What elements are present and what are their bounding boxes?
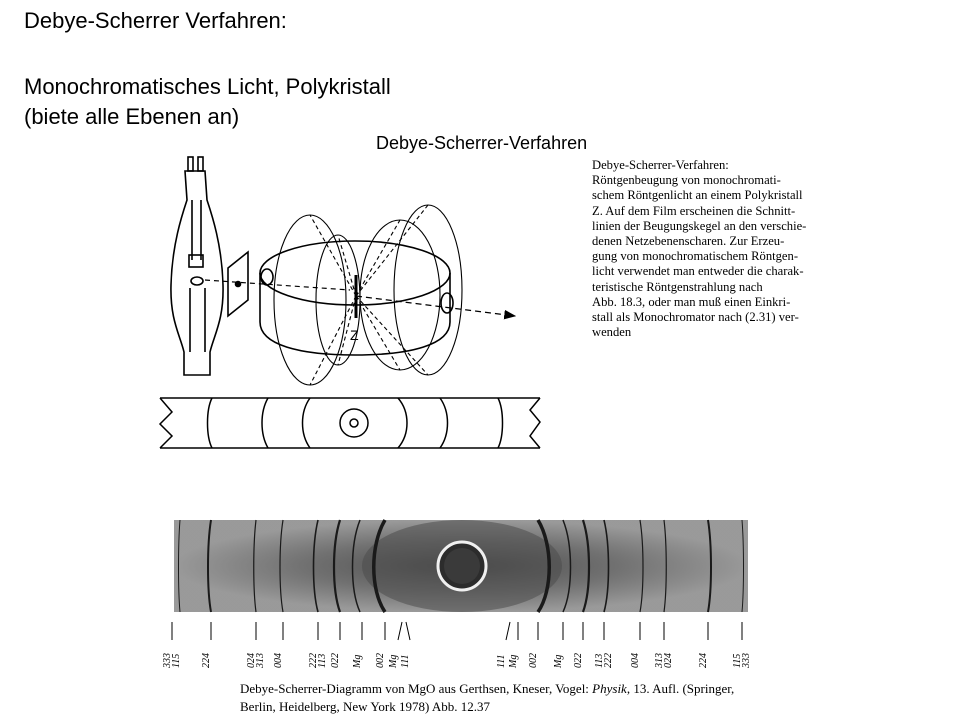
peak-index-label: 004 — [273, 653, 284, 668]
slide-title: Debye-Scherrer Verfahren: — [24, 8, 287, 33]
tube-filament — [192, 200, 201, 260]
slide-line-1: Monochromatisches Licht, Polykristall — [24, 74, 391, 99]
peak-index-label: 224 — [201, 653, 212, 668]
peak-index-label: 313 — [654, 653, 665, 668]
caption-line: denen Netzebenenscharen. Zur Erzeu- — [592, 234, 785, 249]
strip-line — [398, 398, 407, 448]
strip-line — [208, 398, 213, 448]
sample-label: Z — [350, 327, 359, 343]
diagram-caption — [240, 680, 880, 716]
exit-hole — [441, 293, 453, 313]
caption-line: stall als Monochromator nach (2.31) ver- — [592, 310, 799, 325]
film-strip-schematic — [160, 398, 540, 448]
peak-index-label: 024 — [246, 653, 257, 668]
caption-line: Z. Auf dem Film erscheinen die Schnitt- — [592, 203, 796, 218]
peak-index-label: 002 — [375, 653, 386, 668]
caption-line: linien der Beugungskegel an den verschie- — [592, 218, 807, 233]
cone-line — [356, 205, 428, 296]
peak-index-label: Mg — [352, 654, 363, 668]
tube-envelope — [171, 171, 223, 375]
peak-index-label: 111 — [400, 654, 411, 668]
peak-index-label: 115 — [171, 653, 182, 668]
cone-ring-left-inner — [316, 235, 360, 365]
peak-tick — [398, 622, 402, 640]
strip-center-ring — [340, 409, 368, 437]
peak-index-label: Mg — [553, 654, 564, 668]
photo-center-inner — [444, 548, 480, 584]
incident-beam — [205, 280, 350, 290]
strip-line — [303, 398, 311, 448]
slide-line-2: (biete alle Ebenen an) — [24, 104, 240, 129]
caption-line: Debye-Scherrer-Verfahren: — [592, 158, 729, 172]
tube-pin-right — [198, 157, 203, 171]
strip-center-hole — [350, 419, 358, 427]
strip-line — [440, 398, 448, 448]
peak-index-label: 222 — [308, 653, 319, 668]
peak-index-label: 022 — [573, 653, 584, 668]
strip-line — [498, 398, 503, 448]
peak-index-label: 022 — [330, 653, 341, 668]
diagram-caption-line-1 — [240, 680, 880, 698]
strip-line — [262, 398, 268, 448]
caption-line: teristische Röntgenstrahlung nach — [592, 279, 763, 294]
tube-pin-left — [188, 157, 193, 171]
peak-markers — [172, 622, 742, 640]
peak-tick — [506, 622, 510, 640]
peak-index-label: 313 — [255, 653, 266, 668]
caption-line: gung von monochromatischem Röntgen- — [592, 249, 799, 264]
diagram-caption-line-2: Berlin, Heidelberg, New York 1978) Abb. 12.37 — [240, 699, 490, 714]
caption-source-b: , 13. Aufl. (Springer, — [626, 681, 735, 696]
strip-torn-right — [530, 398, 540, 448]
tube-anode — [190, 288, 205, 352]
cone-line — [356, 296, 400, 370]
sample — [350, 275, 359, 343]
caption-line: wenden — [592, 325, 632, 340]
collimator — [228, 252, 248, 316]
mgo-diffraction-photo — [174, 520, 748, 612]
peak-index-label: 113 — [594, 653, 605, 668]
peak-index-label: Mg — [388, 654, 399, 668]
transmitted-beam — [356, 296, 515, 316]
caption-line: licht verwendet man entweder die charak- — [592, 264, 804, 279]
xray-tube — [171, 157, 223, 375]
peak-index-label: 002 — [528, 653, 539, 668]
peak-index-label: 333 — [741, 653, 752, 668]
peak-index-label: Mg — [508, 654, 519, 668]
peak-index-label: 113 — [317, 653, 328, 668]
entrance-hole — [261, 269, 273, 285]
peak-index-label: 024 — [663, 653, 674, 668]
diffraction-cones — [274, 205, 462, 385]
peak-index-label: 333 — [162, 653, 173, 668]
cone-ring-left-outer — [274, 215, 346, 385]
figure-title: Debye-Scherrer-Verfahren — [376, 133, 588, 153]
caption-line: schem Röntgenlicht an einem Polykristall — [592, 188, 803, 203]
peak-index-label: 224 — [698, 653, 709, 668]
caption-line: Röntgenbeugung von monochromati- — [592, 173, 781, 188]
peak-tick — [406, 622, 410, 640]
peak-index-label: 222 — [603, 653, 614, 668]
caption-line: Abb. 18.3, oder man muß einen Einkri- — [592, 294, 791, 309]
peak-index-label: 004 — [630, 653, 641, 668]
strip-torn-left — [160, 398, 172, 448]
caption-book-title: Physik — [592, 681, 627, 696]
cone-line — [338, 235, 356, 296]
peak-index-label: 115 — [732, 653, 743, 668]
tube-focus — [191, 277, 203, 285]
peak-labels — [162, 653, 752, 669]
peak-index-label: 111 — [496, 654, 507, 668]
caption-source-a: Debye-Scherrer-Diagramm von MgO aus Gerthsen, Kneser, Vogel: — [240, 681, 593, 696]
